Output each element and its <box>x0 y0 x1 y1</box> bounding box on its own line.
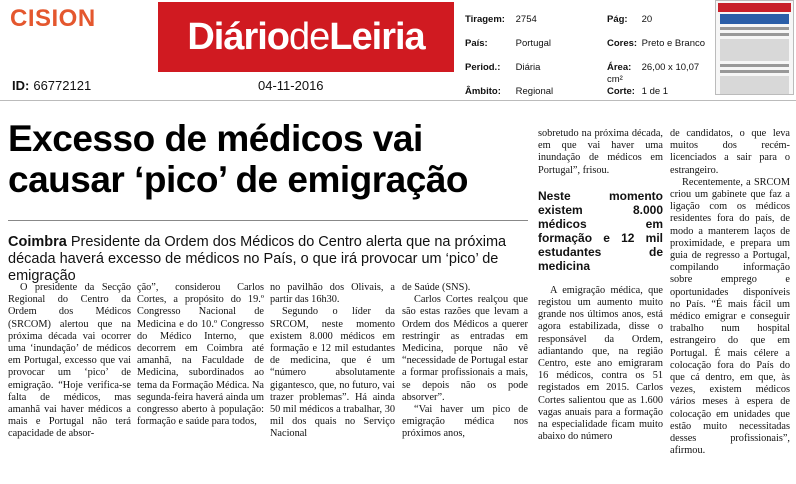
meta-value: Diária <box>515 62 541 73</box>
paragraph: Recentemente, a SRCOM criou um gabinete que faz a ligação com os médicos residentes fora do país, de modo a manterem laços de proximidade, e prepara um guia de regresso a Portugal, compilando informação sobre emprego e oportunidades disponíveis no País. “É mais fácil um médico emigrar e conseguir trabalho num hospital estrangeiro do que em Portugal. É mais célere a colocação fora do País do que cá dentro, em que, às vezes, existem médicos vários meses à espera de colocação em unidades que estão muito necessitadas desses profissionais”, afirmou. <box>670 176 790 457</box>
meta-row <box>465 38 595 62</box>
meta-row <box>607 38 717 62</box>
meta-label: Tiragem: <box>465 14 505 25</box>
article-column-3 <box>270 282 395 441</box>
article-column-2 <box>137 282 264 428</box>
thumb-line <box>720 27 789 30</box>
meta-value: Preto e Branco <box>641 38 706 49</box>
id-label: ID: <box>12 78 30 93</box>
thumb-line <box>720 33 789 36</box>
article-column-6 <box>670 128 790 457</box>
thumb-block <box>720 76 789 95</box>
clipping-id <box>12 78 91 93</box>
article-lead <box>8 234 528 285</box>
meta-value: 20 <box>641 14 653 25</box>
newspaper-logo <box>158 2 454 72</box>
paragraph: ção”, considerou Carlos Cortes, a propósito do 19.º Congresso Nacional de Medicina e do 10.º Congresso do Médico Interno, que decorrem em Coimbra até amanhã, na Faculdade de Medicina, subordinados ao tema da Formação Médica. Na segunda-feira haverá ainda um congresso aberto à população: formação e saúde para todos, <box>137 282 264 428</box>
meta-label: Área: <box>607 62 632 73</box>
article-column-5 <box>538 128 663 443</box>
meta-row <box>607 14 717 38</box>
meta-row <box>465 14 595 38</box>
meta-label: País: <box>465 38 488 49</box>
meta-left <box>465 14 595 110</box>
thumb-masthead <box>718 3 791 12</box>
paragraph: sobretudo na próxima década, em que vai haver uma inundação de médicos em Portugal”, frisou. <box>538 128 663 176</box>
logo-word-diario: Diário <box>187 15 290 58</box>
cision-logo: CISION <box>10 5 96 32</box>
publication-date: 04-11-2016 <box>258 78 324 93</box>
meta-label: Pág: <box>607 14 628 25</box>
thumb-block <box>720 39 789 61</box>
header-divider <box>0 100 796 101</box>
headline-divider <box>8 220 528 221</box>
logo-word-de: de <box>289 15 330 58</box>
thumb-block <box>720 14 789 24</box>
meta-label: Âmbito: <box>465 86 501 97</box>
meta-label: Cores: <box>607 38 638 49</box>
meta-value: 2754 <box>515 14 537 25</box>
meta-right <box>607 14 717 110</box>
meta-value: Regional <box>515 86 554 97</box>
paragraph: Carlos Cortes realçou que são estas razões que levam a Ordem dos Médicos a querer restringir as entradas em Medicina, porque não vê “necessidade de Portugal estar a formar profissionais a mais, se depois não os pode absorver”. <box>402 294 528 403</box>
page-thumbnail <box>715 0 794 95</box>
meta-row <box>465 86 595 110</box>
headline-line: Excesso de médicos vai <box>8 118 423 159</box>
lead-text: Presidente da Ordem dos Médicos do Centro alerta que na próxima década haverá excesso de médicos no País, o que irá provocar um ‘pico’ de emigração <box>8 234 507 284</box>
meta-row <box>465 62 595 86</box>
article-subheading: Neste momento existem 8.000 médicos em formação e 12 mil estudantes de medicina <box>538 188 663 273</box>
article-column-1 <box>8 282 131 441</box>
paragraph: A emigração médica, que registou um aumento muito grande nos últimos anos, está agora estabilizada, disse o responsável da Ordem, adiantando que, na região Centro, este ano emigraram 16 médicos, contra os 51 registados em 2015. Carlos Cortes salientou que as 1.600 vagas anuais para a formação na especialidade ficam muito abaixo do número <box>538 284 663 443</box>
thumb-line <box>720 64 789 67</box>
paragraph: O presidente da Secção Regional do Centro da Ordem dos Médicos (SRCOM) alertou que na próxima década vai ocorrer uma ‘inundação’ de médicos em Portugal, excesso que vai provocar um ‘pico’ de emigração. “Hoje verifica-se falta de médicos, mas amanhã vai haver médicos a mais e Portugal não terá capacidade de absor- <box>8 282 131 440</box>
meta-value: Portugal <box>515 38 552 49</box>
lead-place: Coimbra <box>8 234 67 250</box>
meta-value: 26,00 x 10,07 cm² <box>607 62 700 85</box>
paragraph: de candidatos, o que leva muitos dos recém-licenciados a sair para o estrangeiro. <box>670 128 790 176</box>
meta-label: Corte: <box>607 86 635 97</box>
article-column-4 <box>402 282 528 441</box>
paragraph: no pavilhão dos Olivais, a partir das 16h30. <box>270 282 395 306</box>
meta-row <box>607 86 717 110</box>
meta-row <box>607 62 717 86</box>
headline-line: causar ‘pico’ de emigração <box>8 159 468 200</box>
article-headline <box>8 118 530 200</box>
logo-word-leiria: Leiria <box>329 15 425 58</box>
meta-label: Period.: <box>465 62 501 73</box>
meta-value: 1 de 1 <box>641 86 669 97</box>
id-value: 66772121 <box>33 78 92 93</box>
paragraph: de Saúde (SNS). <box>402 282 471 293</box>
paragraph: Segundo o líder da SRCOM, neste momento existem 8.000 médicos em formação e 12 mil estudantes de medicina, que é um “número absolutamente gigantesco, que, no futuro, vai trazer problemas”. Há ainda 50 mil médicos a trabalhar, 30 mil dos quais no Serviço Nacional <box>270 306 395 440</box>
paragraph: “Vai haver um pico de emigração médica nos próximos anos, <box>402 404 528 440</box>
thumb-line <box>720 70 789 73</box>
